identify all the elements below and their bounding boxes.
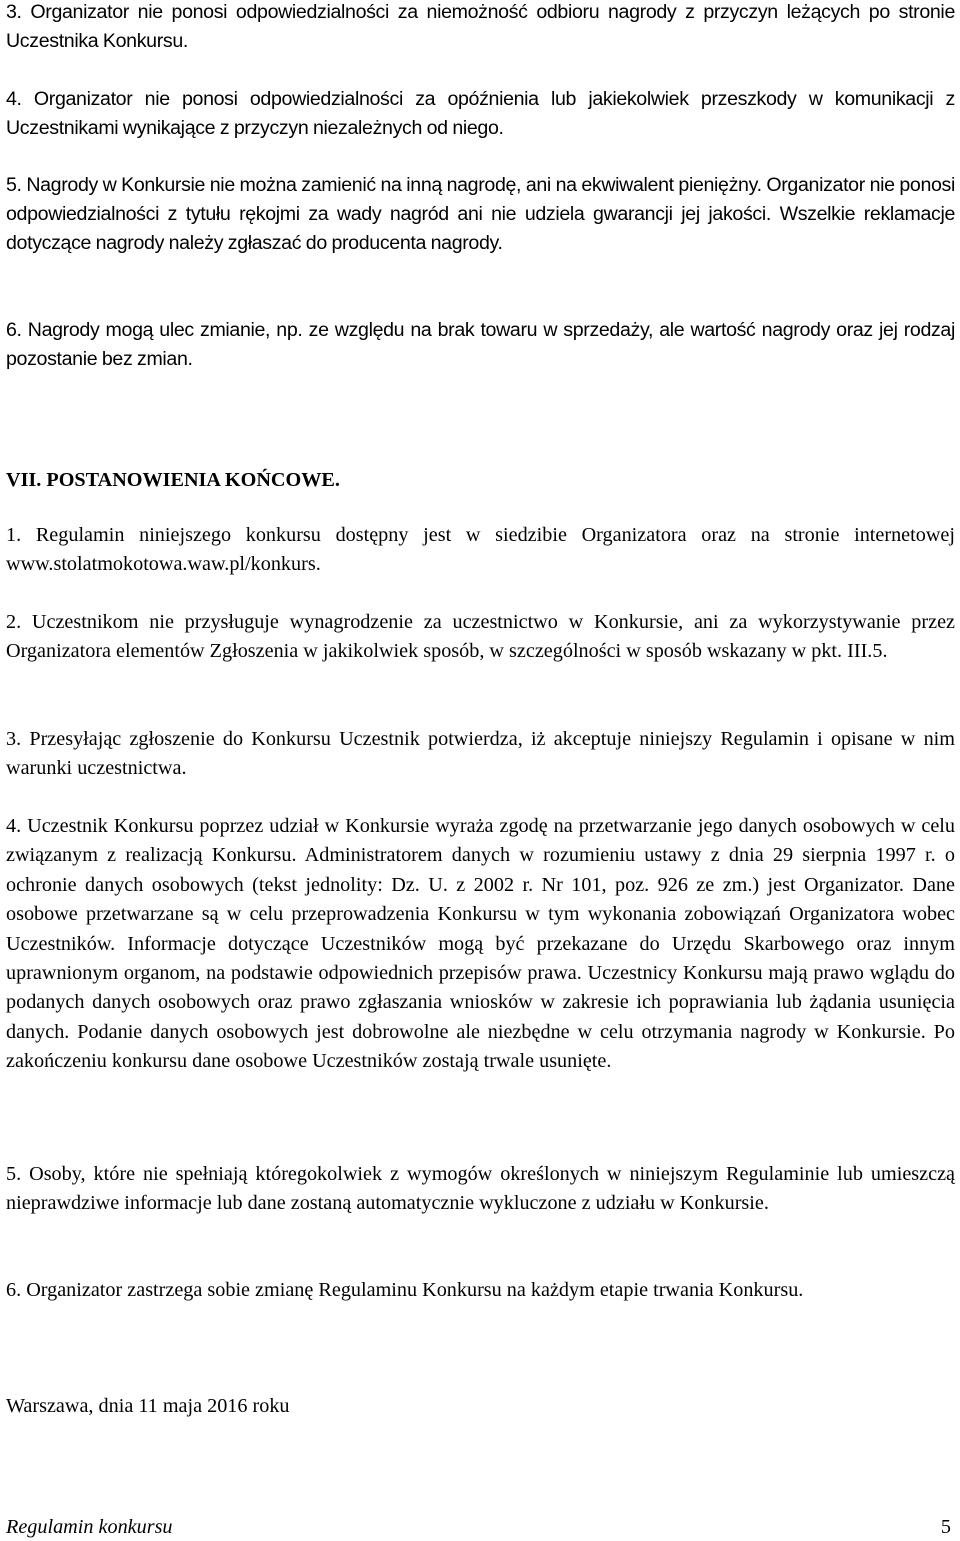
prize-clause-6: 6. Nagrody mogą ulec zmianie, np. ze względu na brak towaru w sprzedaży, ale wartość nagrody oraz jej rodzaj pozostanie bez zmian. — [6, 319, 955, 370]
section-heading: VII. POSTANOWIENIA KOŃCOWE. — [6, 469, 340, 491]
final-clause-6: 6. Organizator zastrzega sobie zmianę Regulaminu Konkursu na każdym etapie trwania Konkursu. — [6, 1279, 804, 1301]
final-clause-2: 2. Uczestnikom nie przysługuje wynagrodzenie za uczestnictwo w Konkursie, ani za wykorzystywanie przez Organizatora elementów Zgłoszenia w jakikolwiek sposób, w szczególności w sposób wskazany w pkt. III.5. — [6, 611, 955, 663]
final-clause-4: 4. Uczestnik Konkursu poprzez udział w Konkursie wyraża zgodę na przetwarzanie jego danych osobowych w celu związanym z realizacją Konkursu. Administratorem danych w rozumieniu ustawy z dnia 29 sierpnia 1997 r. o ochronie danych osobowych (tekst jednolity: Dz. U. z 2002 r. Nr 101, poz. 926 ze zm.) jest Organizator. Dane osobowe przetwarzane są w celu przeprowadzenia Konkursu w tym wykonania zobowiązań Organizatora wobec Uczestników. Informacje dotyczące Uczestników mogą być przekazane do Urzędu Skarbowego oraz innym uprawnionym organom, na podstawie odpowiednich przepisów prawa. Uczestnicy Konkursu mają prawo wglądu do podanych danych osobowych oraz prawo zgłaszania wniosków w zakresie ich poprawiania lub żądania usunięcia danych. Podanie danych osobowych jest dobrowolne ale niezbędne w celu otrzymania nagrody w Konkursie. Po zakończeniu konkursu dane osobowe Uczestników zostają trwale usunięte. — [6, 815, 955, 1073]
final-clause-3: 3. Przesyłając zgłoszenie do Konkursu Uczestnik potwierdza, iż akceptuje niniejszy Regulamin i opisane w nim warunki uczestnictwa. — [6, 728, 955, 780]
prize-clause-5: 5. Nagrody w Konkursie nie można zamienić na inną nagrodę, ani na ekwiwalent pieniężny. Organizator nie ponosi odpowiedzialności z tytułu rękojmi za wady nagród ani nie udziela gwarancji jej jakości. Wszelkie reklamacje dotyczące nagrody należy zgłaszać do producenta nagrody. — [6, 174, 955, 254]
page-number: 5 — [940, 1516, 951, 1538]
prize-clause-4: 4. Organizator nie ponosi odpowiedzialności za opóźnienia lub jakiekolwiek przeszkody w komunikacji z Uczestnikami wynikające z przyczyn niezależnych od niego. — [6, 88, 955, 139]
place-date: Warszawa, dnia 11 maja 2016 roku — [6, 1395, 290, 1417]
prize-clause-3: 3. Organizator nie ponosi odpowiedzialności za niemożność odbioru nagrody z przyczyn leżących po stronie Uczestnika Konkursu. — [6, 1, 955, 52]
footer-title: Regulamin konkursu — [6, 1516, 173, 1538]
final-clause-5: 5. Osoby, które nie spełniają któregokolwiek z wymogów określonych w niniejszym Regulaminie lub umieszczą nieprawdziwe informacje lub dane zostaną automatycznie wykluczone z udziału w Konkursie. — [6, 1163, 955, 1215]
final-clause-1: 1. Regulamin niniejszego konkursu dostępny jest w siedzibie Organizatora oraz na stronie internetowej www.stolatmokotowa.waw.pl/konkurs. — [6, 524, 955, 576]
